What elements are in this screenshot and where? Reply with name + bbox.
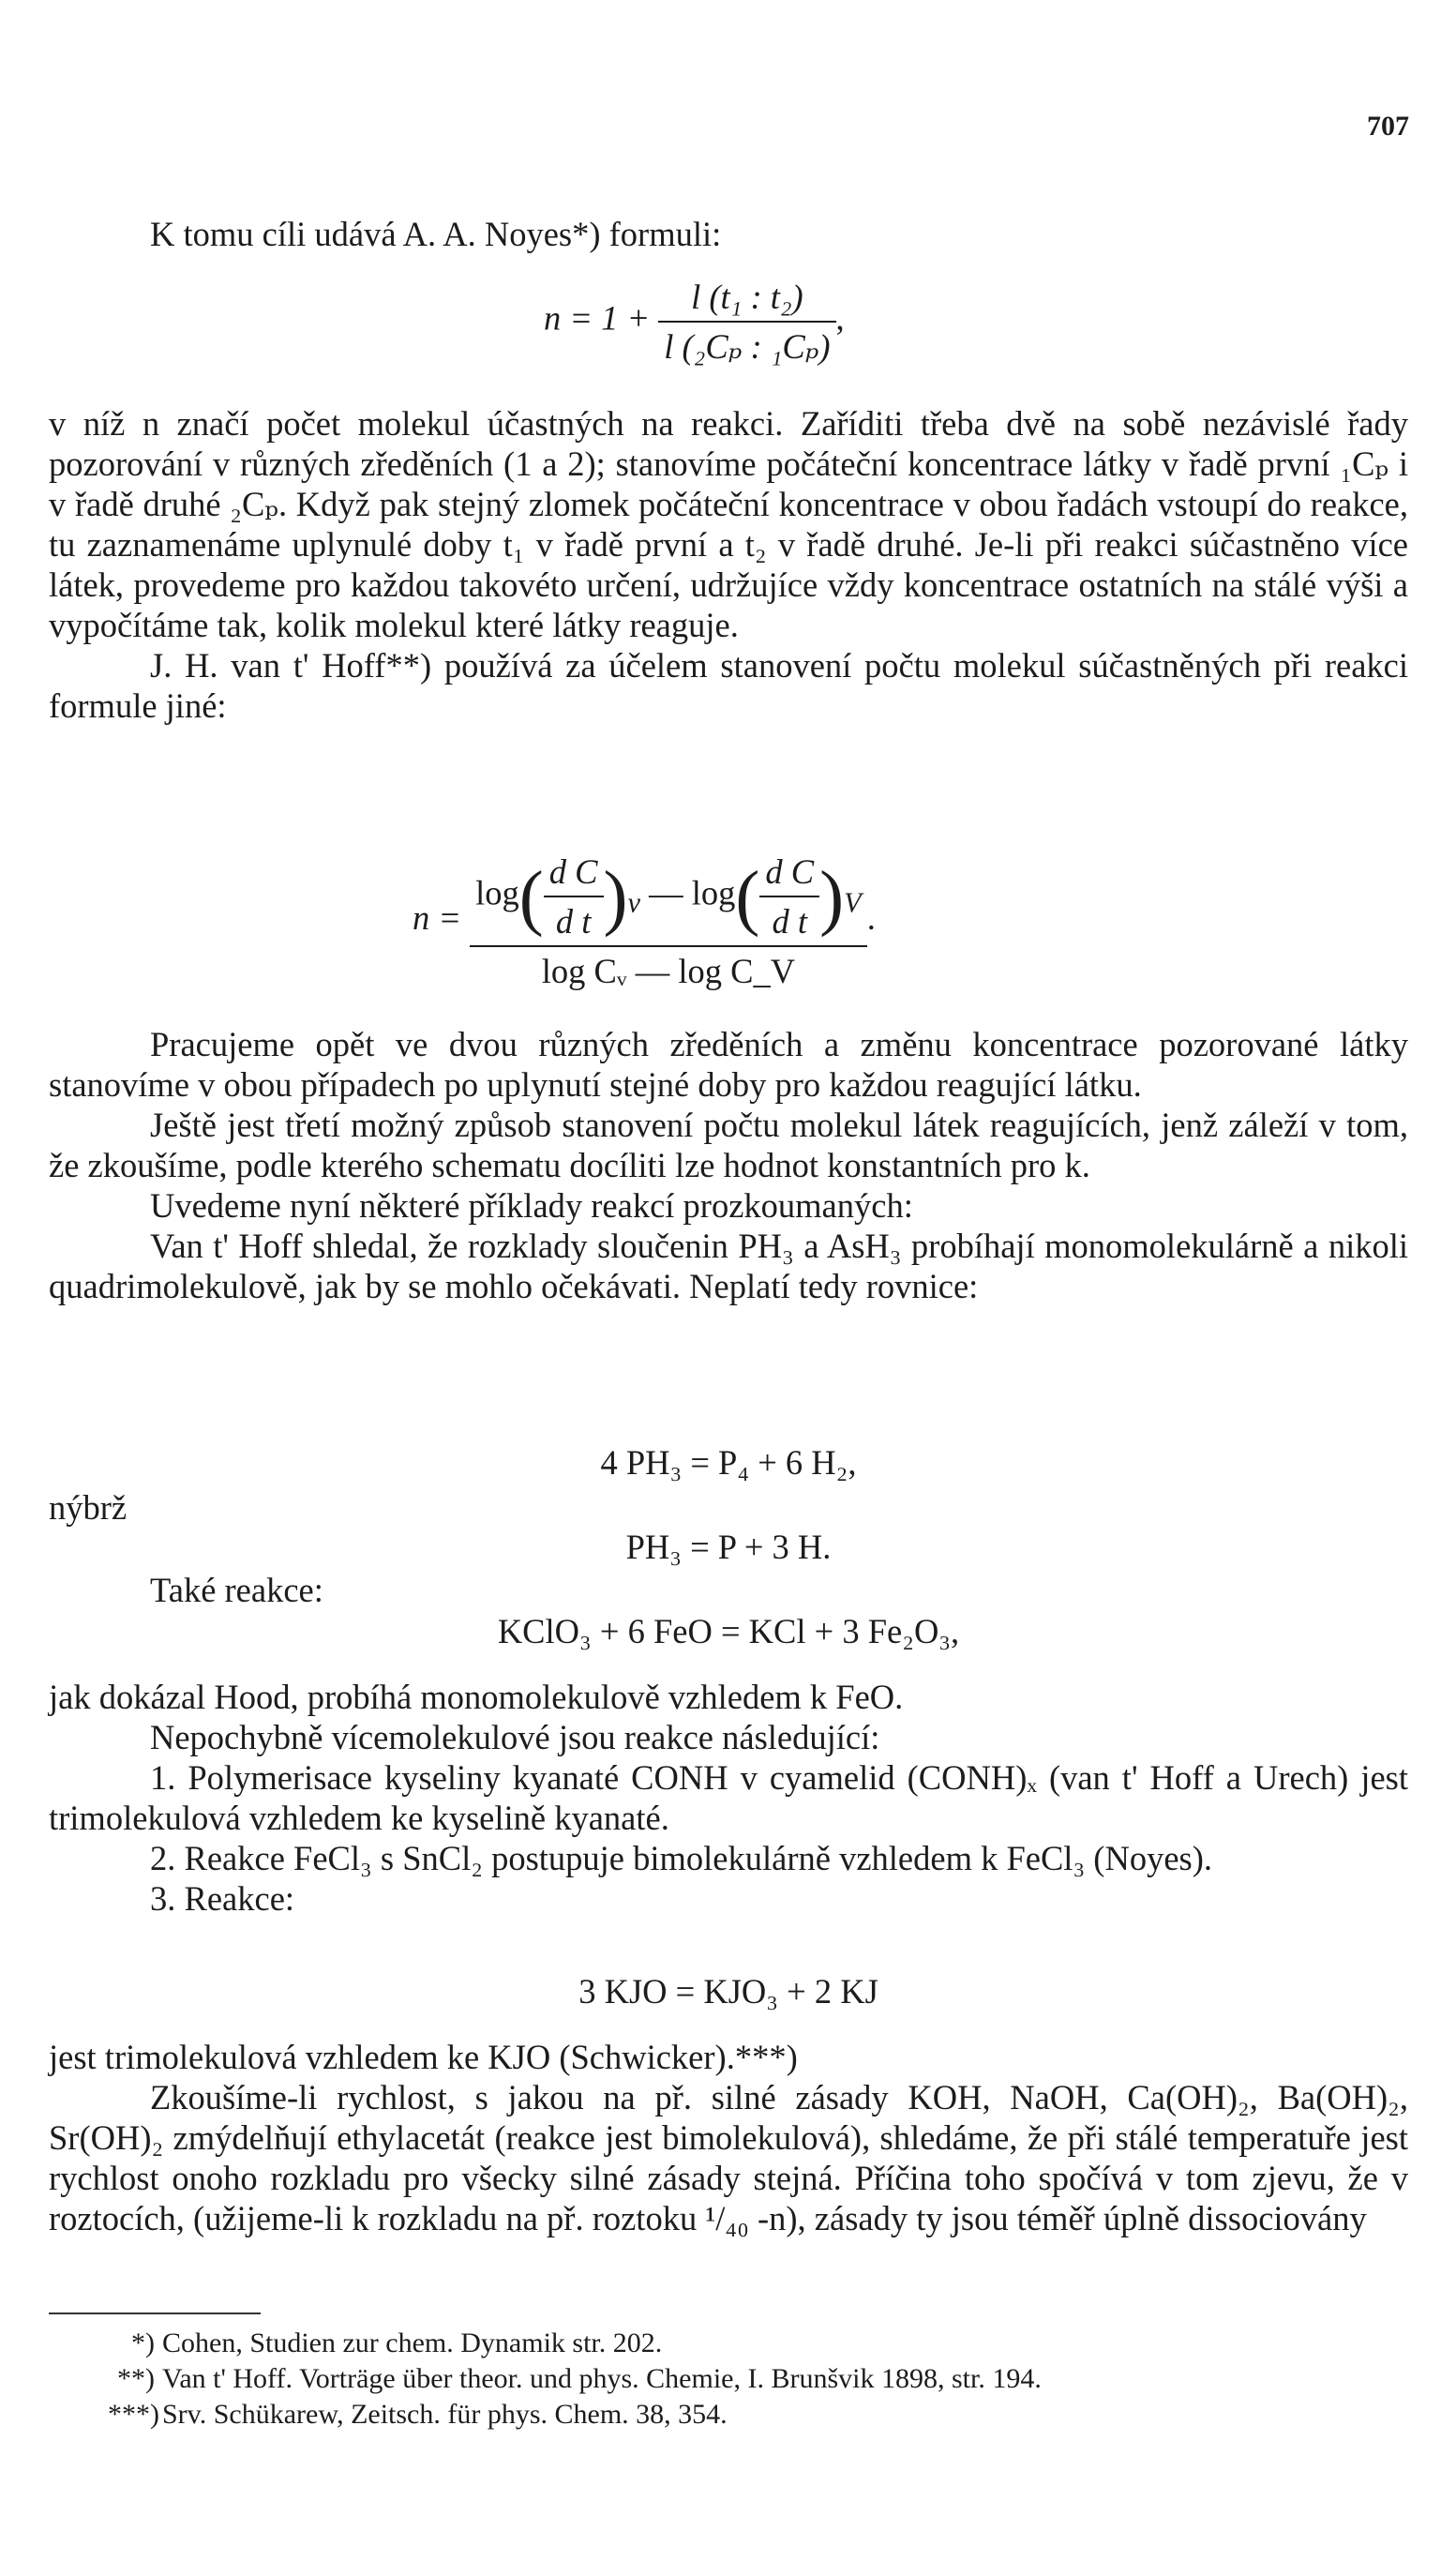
paragraph-10-text: Zkoušíme-li rychlost, s jakou na př. silné zásady KOH, NaOH, Ca(OH)₂, Ba(OH)₂, Sr(OH)₂ zmýdelňují ethylacetát (reakce jest bimolekulová), shledáme, že při stálé temperatuře jest rychlost onoho rozkladu pro všecky silné zásady stejná. Příčina toho spočívá v tom zjevu, že v roztocích, (užijeme-li k rozkladu na př. roztoku ¹/₄₀ -n), zásady ty jsou téměř úplně dissociovány xyxy=(49,2078,1408,2237)
subscript-V: V xyxy=(844,886,862,919)
word-take-reakce: Také reakce: xyxy=(150,1571,323,1609)
formula-vanthoff xyxy=(413,851,1088,991)
paragraph-5-text: Uvedeme nyní některé příklady reakcí prozkoumaných: xyxy=(150,1186,913,1225)
equation-kclo3: KClO₃ + 6 FeO = KCl + 3 Fe₂O₃, xyxy=(497,1612,960,1650)
footnote-3: ***) Srv. Schükarew, Zeitsch. für phys. Chem. 38, 354. xyxy=(108,2399,728,2430)
derivative-2 xyxy=(759,851,819,942)
derivative-2-bottom: d t xyxy=(759,896,819,942)
footnotes xyxy=(108,2326,1420,2433)
paragraphs-list xyxy=(49,1677,1408,1919)
formula-vanthoff-numerator: log( $\frac{\text{d C}}{\text{d t}}$ )$_v$ — log( $\frac{\text{d C}}{\text{d t}}$ )$_V$ xyxy=(475,852,862,941)
paragraphs-end xyxy=(49,2037,1408,2238)
formula-noyes-numerator: l (t₁ : t₂) xyxy=(691,278,803,316)
paragraph-2-text: J. H. van t' Hoff**) používá za účelem stanovení počtu molekul súčastněných při reakci formule jiné: xyxy=(49,646,1408,725)
formula-noyes-tail: , xyxy=(835,298,845,338)
log-label-1: log xyxy=(475,873,519,912)
word-nybrz: nýbrž xyxy=(49,1488,128,1527)
paragraph-1-text: v níž n značí počet molekul účastných na reakci. Zaříditi třeba dvě na sobě nezávislé řady pozorování v různých zředěních (1 a 2); stanovíme počáteční koncentrace látky v řadě první ₁Cₚ i v řadě druhé ₂Cₚ. Když pak stejný zlomek počáteční koncentrace v obou řadách vstoupí do reakce, tu zaznamenáme uplynulé doby t₁ v řadě první a t₂ v řadě druhé. Je-li při reakci súčastněno více látek, provedeme pro každou takovéto určení, udržujíce vždy koncentrace ostatních na stálé výši a vypočítáme tak, kolik molekul které látky reaguje. xyxy=(49,404,1408,644)
derivative-1-bottom: d t xyxy=(544,896,604,942)
equation-ph3-actual: PH₃ = P + 3 H. xyxy=(625,1528,832,1566)
log-label-2: log xyxy=(691,873,736,912)
paragraph-8-text: Nepochybně vícemolekulové jsou reakce následující: xyxy=(150,1718,880,1756)
paragraph-9-text: jest trimolekulová vzhledem ke KJO (Schwicker).***) xyxy=(49,2038,798,2076)
footnote-divider xyxy=(49,2312,261,2314)
paragraphs-middle xyxy=(49,1024,1408,1306)
formula-vanthoff-lhs: n = xyxy=(413,897,462,937)
subscript-v: v xyxy=(627,886,640,919)
formula-vanthoff-tail: . xyxy=(866,897,876,937)
formula-noyes-fraction xyxy=(658,277,835,367)
minus-sign: — xyxy=(649,873,683,912)
intro-line xyxy=(49,214,1408,254)
formula-vanthoff-fraction xyxy=(470,851,867,991)
formula-noyes-lhs: n = 1 + xyxy=(544,298,651,338)
formula-noyes xyxy=(544,277,994,367)
list-item-1: 1. Polymerisace kyseliny kyanaté CONH v cyamelid (CONH)ₓ (van t' Hoff a Urech) jest trimolekulová vzhledem ke kyselině kyanaté. xyxy=(49,1758,1408,1837)
formula-vanthoff-denominator: log Cᵥ — log C_V xyxy=(470,945,867,991)
formula-noyes-denominator: l (₂Cₚ : ₁Cₚ) xyxy=(658,321,835,367)
paragraph-3-text: Pracujeme opět ve dvou různých zředěních a změnu koncentrace pozorované látky stanovíme v obou případech po uplynutí stejné doby pro každou reagující látku. xyxy=(49,1025,1408,1104)
paragraph-4-text: Ještě jest třetí možný způsob stanovení počtu molekul látek reagujících, jenž záleží v tom, že zkoušíme, podle kterého schematu docíliti lze hodnot konstantních pro k. xyxy=(49,1106,1408,1184)
footnote-2: **) Van t' Hoff. Vorträge über theor. und phys. Chemie, I. Brunšvik 1898, str. 194. xyxy=(117,2363,1042,2394)
paragraph-7-text: jak dokázal Hood, probíhá monomolekulově vzhledem k FeO. xyxy=(49,1678,904,1716)
intro-text: K tomu cíli udává A. A. Noyes*) formuli: xyxy=(150,215,722,253)
paragraph-6-text: Van t' Hoff shledal, že rozklady sloučenin PH₃ a AsH₃ probíhají monomolekulárně a nikoli quadrimolekulově, jak by se mohlo očekávati. Neplatí tedy rovnice: xyxy=(49,1227,1408,1305)
footnote-1: *) Cohen, Studien zur chem. Dynamik str. 202. xyxy=(131,2327,663,2358)
page-number: 707 xyxy=(1367,111,1409,142)
paragraph-1 xyxy=(49,403,1408,726)
list-item-3: 3. Reakce: xyxy=(150,1879,295,1918)
list-item-2: 2. Reakce FeCl₃ s SnCl₂ postupuje bimolekulárně vzhledem k FeCl₃ (Noyes). xyxy=(150,1839,1212,1877)
equation-ph3: 4 PH₃ = P₄ + 6 H₂, xyxy=(600,1443,857,1482)
derivative-1 xyxy=(544,851,604,942)
equation-kjo: 3 KJO = KJO₃ + 2 KJ xyxy=(578,1972,878,2011)
derivative-2-top: d C xyxy=(765,852,815,891)
derivative-1-top: d C xyxy=(548,852,598,891)
